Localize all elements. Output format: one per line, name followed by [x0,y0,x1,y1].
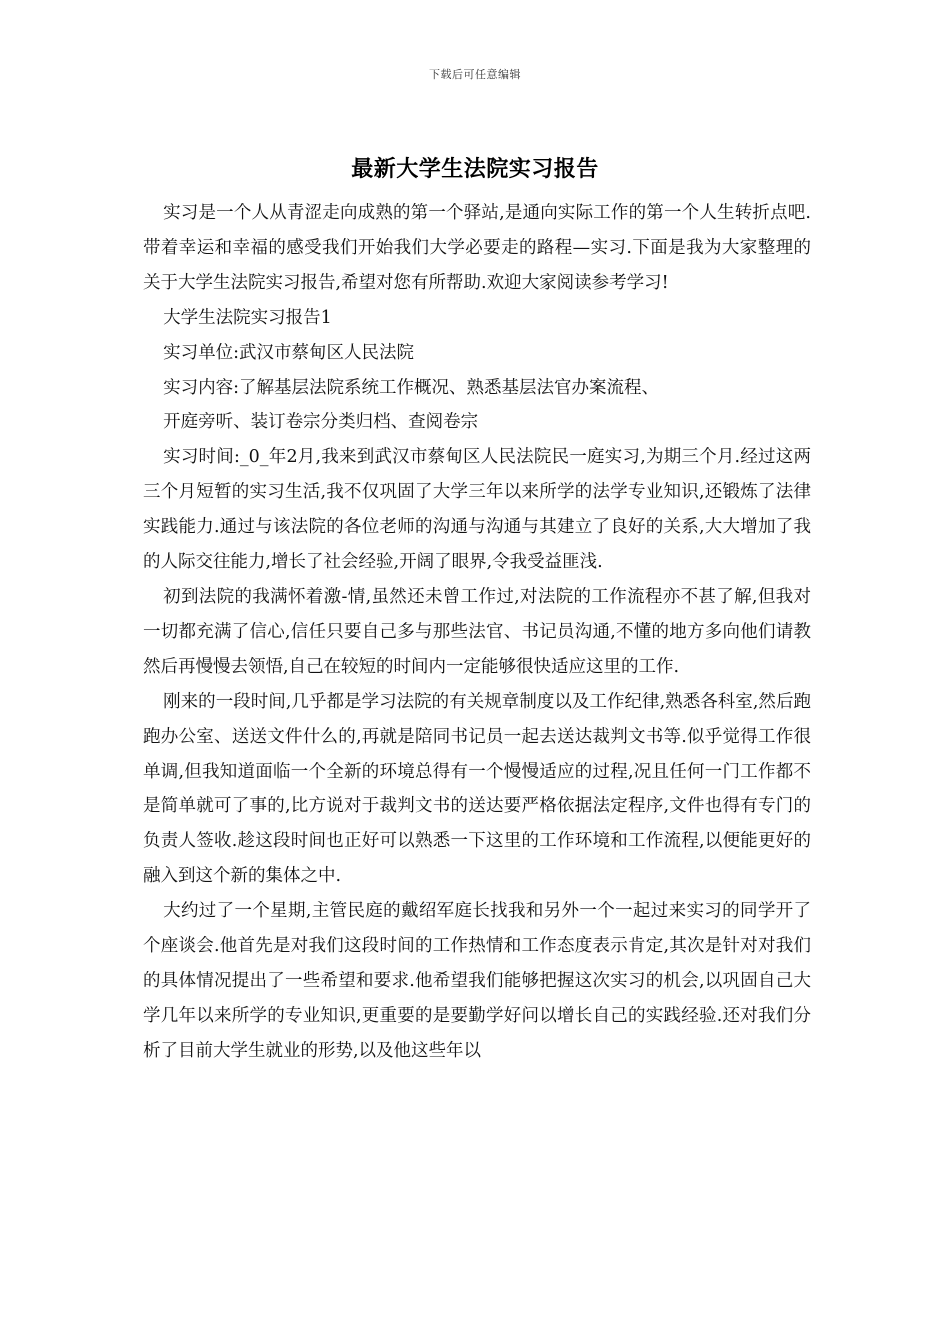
paragraph-meeting: 大约过了一个星期,主管民庭的戴绍军庭长找我和另外一个一起过来实习的同学开了个座谈会.他首先是对我们这段时间的工作热情和工作态度表示肯定,其次是针对对我们的具体情况提出了一些希望和要求.他希望我们能够把握这次实习的机会,以巩固自己大学几年以来所学的专业知识,更重要的是要勤学好问以增长自己的实践经验.还对我们分析了目前大学生就业的形势,以及他这些年以 [143,901,811,1061]
paragraph-internship-content: 实习内容:了解基层法院系统工作概况、熟悉基层法官办案流程、 [163,377,660,398]
paragraph-report-heading: 大学生法院实习报告1 [163,307,332,328]
document-body [143,196,811,1069]
paragraph-intro: 实习是一个人从青涩走向成熟的第一个驿站,是通向实际工作的第一个人生转折点吧.带着幸运和幸福的感受我们开始我们大学必要走的路程—实习.下面是我为大家整理的关于大学生法院实习报告,希望对您有所帮助.欢迎大家阅读参考学习! [143,203,811,293]
paragraph-internship-content-cont: 开庭旁听、装订卷宗分类归档、查阅卷宗 [163,412,479,433]
paragraph-internship-unit: 实习单位:武汉市蔡甸区人民法院 [163,342,415,363]
paragraph-first-arrival: 初到法院的我满怀着激-情,虽然还未曾工作过,对法院的工作流程亦不甚了解,但我对一切都充满了信心,信任只要自己多与那些法官、书记员沟通,不懂的地方多向他们请教然后再慢慢去领悟,自己在较短的时间内一定能够很快适应这里的工作. [143,586,811,677]
paragraph-internship-time: 实习时间:_0_年2月,我来到武汉市蔡甸区人民法院民一庭实习,为期三个月.经过这两三个月短暂的实习生活,我不仅巩固了大学三年以来所学的法学专业知识,还锻炼了法律实践能力.通过与该法院的各位老师的沟通与沟通与其建立了良好的关系,大大增加了我的人际交往能力,增长了社会经验,开阔了眼界,令我受益匪浅. [143,447,811,573]
header-note: 下载后可任意编辑 [429,68,521,81]
document-title: 最新大学生法院实习报告 [351,157,599,182]
paragraph-early-period: 刚来的一段时间,几乎都是学习法院的有关规章制度以及工作纪律,熟悉各科室,然后跑跑办公室、送送文件什么的,再就是陪同书记员一起去送达裁判文书等.似乎觉得工作很单调,但我知道面临一个全新的环境总得有一个慢慢适应的过程,况且任何一门工作都不是简单就可了事的,比方说对于裁判文书的送达要严格依据法定程序,文件也得有专门的负责人签收.趁这段时间也正好可以熟悉一下这里的工作环境和工作流程,以便能更好的融入到这个新的集体之中. [143,691,811,887]
